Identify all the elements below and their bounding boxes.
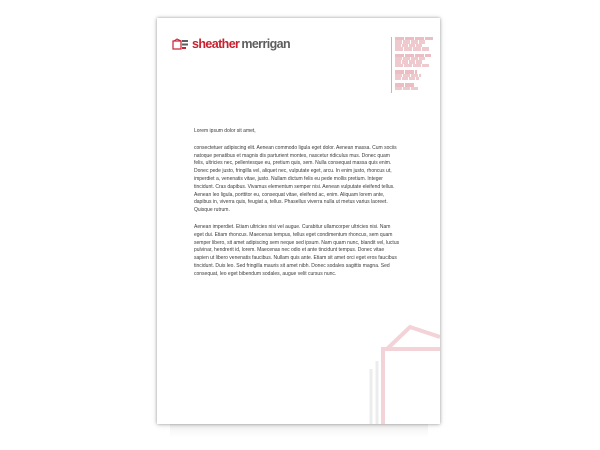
letterhead-page [157,18,440,424]
letter-paragraph-2: Aenean imperdiet. Etiam ultricies nisi vel augue. Curabitur ullamcorper ultricies nisi. Nam eget dui. Etiam rhoncus. Maecenas tempus, tellus eget condimentum rhoncus, sem quam semper libero, sit amet adipiscing sem neque sed ipsum. Nam quam nunc, blandit vel, luctus pulvinar, hendrerit id, lorem. Maecenas nec odio et ante tincidunt tempus. Donec vitae sapien ut libero venenatis faucibus. Nullam quis ante. Etiam sit amet orci eget eros faucibus tincidunt. Duis leo. Sed fringilla mauris sit amet nibh. Donec sodales sagittis magna. Sed consequat, leo eget bibendum sodales, augue velit cursus nunc. [194,223,400,277]
logo-mark-icon [172,38,190,50]
contact-block [391,37,439,93]
contact-group-4 [395,83,439,90]
letter-paragraph-1: consectetuer adipiscing elit. Aenean commodo ligula eget dolor. Aenean massa. Cum sociis natoque penatibus et magnis dis parturient montes, nascetur ridiculus mus. Donec quam felis, ultricies nec, pellentesque eu, pretium quis, sem. Nulla consequat massa quis enim. Donec pede justo, fringilla vel, aliquet nec, vulputate eget, arcu. In enim justo, rhoncus ut, imperdiet a, venenatis vitae, justo. Nullam dictum felis eu pede mollis pretium. Integer tincidunt. Cras dapibus. Vivamus elementum semper nisi. Aenean vulputate eleifend tellus. Aenean leo ligula, porttitor eu, consequat vitae, eleifend ac, enim. Aliquam lorem ante, dapibus in, viverra quis, feugiat a, tellus. Phasellus viverra nulla ut metus varius laoreet. Quisque rutrum. [194,144,397,214]
letter-salutation: Lorem ipsum dolor sit amet, [194,128,256,134]
contact-group-1 [395,37,439,51]
contact-group-3 [395,70,439,80]
logo-text-part-1: sheather [192,37,240,51]
company-logo [172,37,290,51]
watermark-logo-icon [365,309,440,424]
page-reflection [170,424,428,438]
contact-group-2 [395,54,439,68]
letter-body [194,128,400,288]
logo-text [192,37,290,51]
logo-text-part-2: merrigan [241,37,291,51]
